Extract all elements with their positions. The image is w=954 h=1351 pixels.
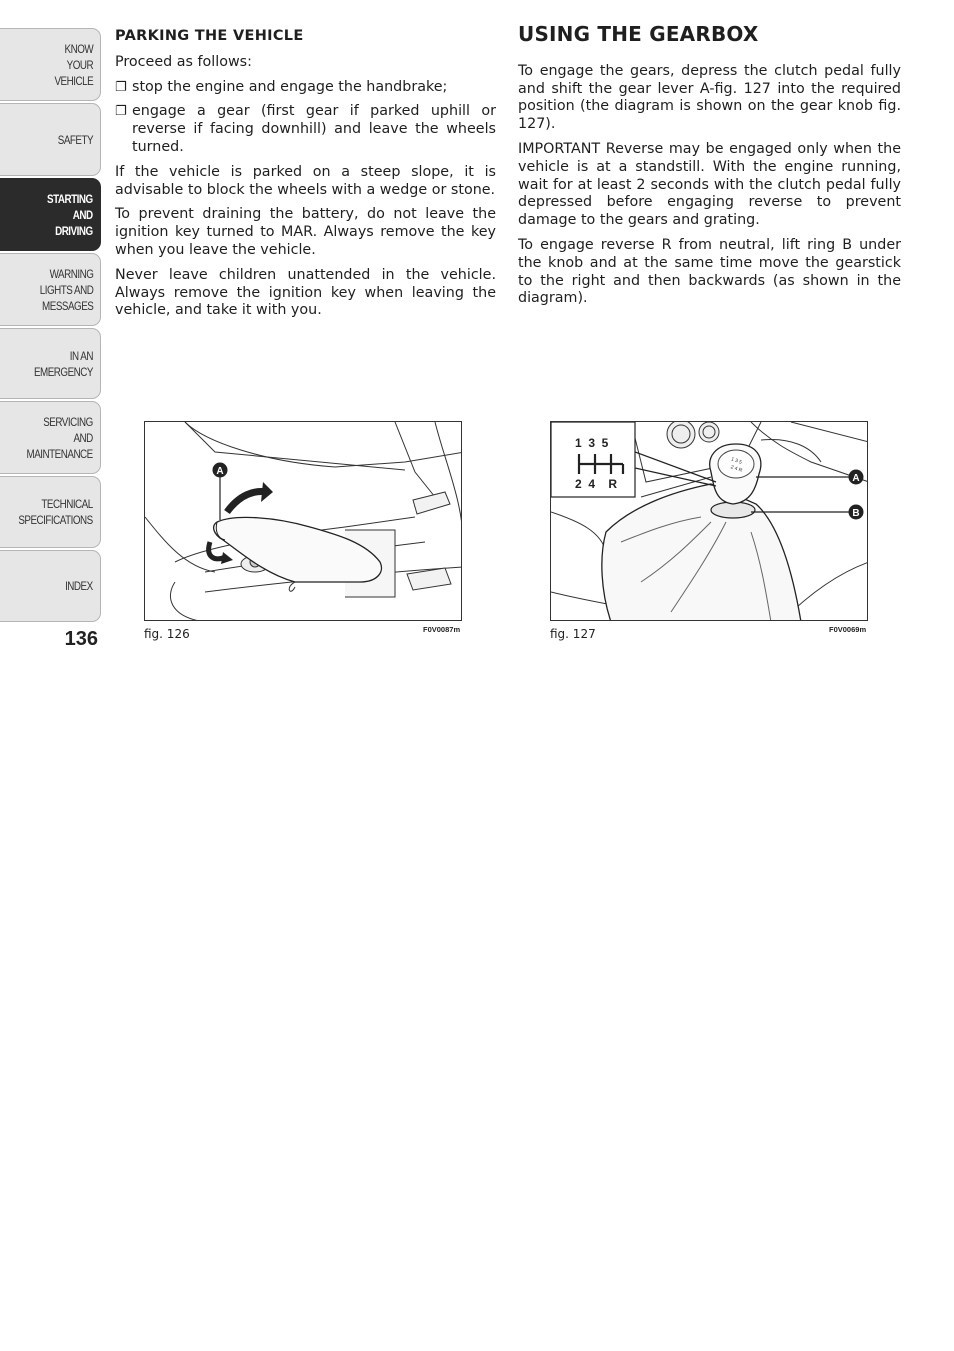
- tab-starting-and-driving[interactable]: [0, 178, 101, 251]
- paragraph: To prevent draining the battery, do not leave the ignition key turned to MAR. Always remove the key when you leave the vehicle.: [115, 206, 496, 258]
- figure-code: F0V0069m: [829, 625, 867, 634]
- tab-label: WARNING LIGHTS AND MESSAGES: [39, 266, 93, 313]
- paragraph: To engage reverse R from neutral, lift ring B under the knob and at the same time move the gearstick to the right and then backwards (as shown in the diagram).: [518, 236, 901, 307]
- gearbox-drawing: [551, 422, 868, 621]
- tab-servicing[interactable]: [0, 401, 101, 474]
- tab-label: SERVICING AND MAINTENANCE: [26, 414, 93, 461]
- list-item: [115, 79, 496, 97]
- gear-pattern-top: 1 3 5: [575, 436, 609, 450]
- section-heading: PARKING THE VEHICLE: [115, 28, 304, 44]
- callout-a: A: [216, 466, 224, 477]
- figure-caption: fig. 126: [144, 627, 190, 641]
- gear-pattern-bottom: 2 4 R: [575, 477, 618, 491]
- callout-a: A: [852, 473, 860, 484]
- figure-code: F0V0087m: [423, 625, 461, 634]
- gearbox-section: [518, 22, 901, 315]
- paragraph: If the vehicle is parked on a steep slope, it is advisable to block the wheels with a wedge or stone.: [115, 163, 496, 198]
- tab-know-your-vehicle[interactable]: [0, 28, 101, 101]
- paragraph: IMPORTANT Reverse may be engaged only when the vehicle is at a standstill. With the engine running, wait for at least 2 seconds with the clutch pedal fully depressed before engaging reverse to prevent damage to the gears and grating.: [518, 140, 901, 229]
- tab-technical-specifications[interactable]: [0, 476, 101, 548]
- intro-paragraph: Proceed as follows:: [115, 53, 252, 70]
- checkbox-bullet-icon: ❐: [115, 104, 127, 120]
- tab-label: KNOW YOUR VEHICLE: [54, 41, 93, 88]
- tab-label: TECHNICAL SPECIFICATIONS: [18, 497, 93, 527]
- tab-index[interactable]: [0, 550, 101, 622]
- tab-in-an-emergency[interactable]: [0, 328, 101, 399]
- tab-label: STARTING AND DRIVING: [47, 191, 93, 238]
- handbrake-drawing: [145, 422, 462, 621]
- tab-label: SAFETY: [57, 132, 93, 147]
- gearbox-illustration: [550, 421, 868, 621]
- page-number: 136: [64, 628, 98, 650]
- tab-warning-lights[interactable]: [0, 253, 101, 326]
- list-item-text: stop the engine and engage the handbrake;: [132, 78, 448, 95]
- paragraph: To engage the gears, depress the clutch pedal fully and shift the gear lever A-fig. 127 into the required position (the diagram is shown on the gear knob fig. 127).: [518, 62, 901, 133]
- list-item-text: engage a gear (first gear if parked uphill or reverse if facing downhill) and leave the wheels turned.: [132, 103, 496, 155]
- paragraph: Never leave children unattended in the vehicle. Always remove the ignition key when leaving the vehicle, and take it with you.: [115, 266, 496, 319]
- svg-text:1 3 5: 1 3 5: [730, 456, 743, 466]
- callout-b: B: [852, 508, 860, 519]
- tab-label: INDEX: [65, 579, 93, 593]
- tab-safety[interactable]: [0, 103, 101, 176]
- list-item: [115, 103, 496, 156]
- svg-text:2 4 R: 2 4 R: [729, 464, 743, 474]
- handbrake-illustration: [144, 421, 462, 621]
- section-title: USING THE GEARBOX: [518, 22, 759, 46]
- checkbox-bullet-icon: ❐: [115, 79, 127, 95]
- tab-label: IN AN EMERGENCY: [33, 348, 93, 379]
- parking-section: [115, 28, 496, 327]
- figure-caption: fig. 127: [550, 627, 596, 641]
